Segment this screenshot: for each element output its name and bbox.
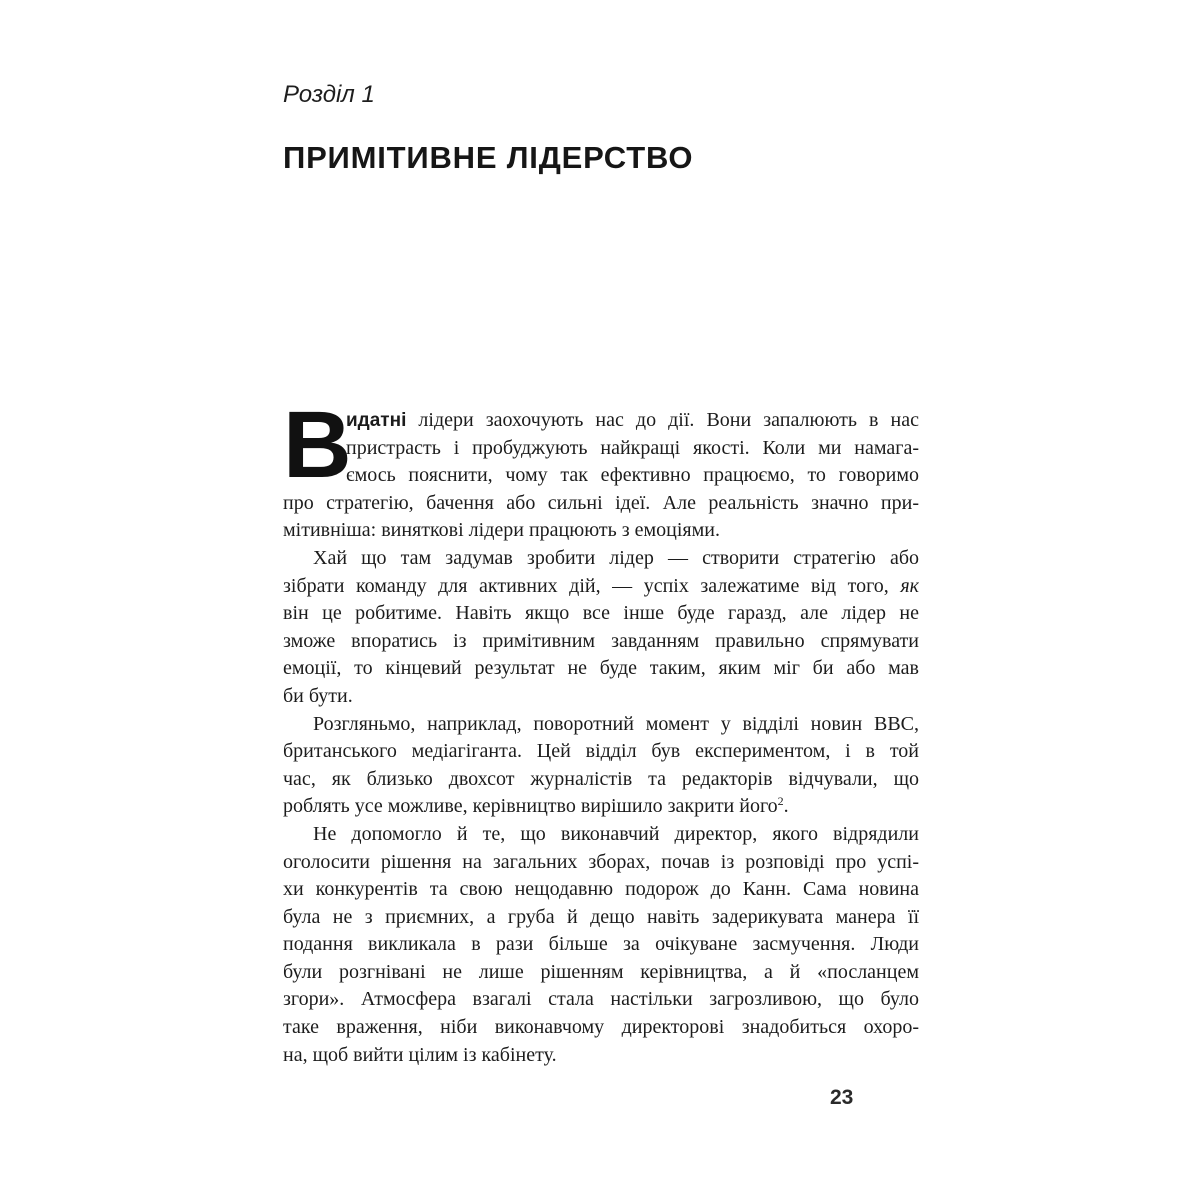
chapter-label: Розділ 1 bbox=[283, 81, 375, 108]
text-line: Хай що там задумав зробити лідер — створити стратегію або bbox=[313, 546, 919, 569]
text-line: Розгляньмо, наприклад, поворотний момент у відділі новин BBC, bbox=[313, 712, 919, 735]
page-title: ПРИМІТИВНЕ ЛІДЕРСТВО bbox=[283, 140, 694, 175]
line-text: зібрати команду для активних дій, — успіх залежатиме від того, bbox=[283, 574, 889, 597]
text-line bbox=[346, 407, 919, 435]
text-line: ємось пояснити, чому так ефективно працюємо, то говоримо bbox=[346, 464, 919, 487]
text-line: пристрасть і пробуджують найкращі якості. Коли ми намага- bbox=[346, 436, 919, 459]
footnote-ref: 2 bbox=[777, 794, 784, 809]
text-line bbox=[283, 793, 919, 821]
line-text: лідери заохочують нас до дії. Вони запалюють в нас bbox=[418, 409, 919, 431]
text-line bbox=[283, 573, 919, 601]
text-line: мітивніша: виняткові лідери працюють з емоціями. bbox=[283, 519, 720, 542]
paragraph-2 bbox=[283, 545, 919, 711]
paragraph-3 bbox=[283, 711, 919, 821]
text-line: зможе впоратись із примітивним завданням правильно спрямувати bbox=[283, 629, 919, 652]
text-line: про стратегію, бачення або сильні ідеї. Але реальність значно при- bbox=[283, 491, 919, 514]
italic-word: як bbox=[900, 574, 919, 597]
paragraph-4 bbox=[283, 821, 919, 1069]
lead-word: идатні bbox=[346, 410, 407, 431]
text-line: час, як близько двохсот журналістів та редакторів відчували, що bbox=[283, 767, 919, 790]
text-line: би бути. bbox=[283, 684, 353, 707]
text-line: емоції, то кінцевий результат не буде таким, яким міг би або мав bbox=[283, 657, 919, 680]
drop-cap: В bbox=[283, 392, 352, 498]
body-text bbox=[283, 392, 919, 1069]
text-line: він це робитиме. Навіть якщо все інше буде гаразд, але лідер не bbox=[283, 602, 919, 625]
text-line: згори». Атмосфера взагалі стала настільки загрозливою, що було bbox=[283, 988, 919, 1011]
text-line: були розгнівані не лише рішенням керівництва, а й «посланцем bbox=[283, 960, 919, 983]
text-line: на, щоб вийти цілим із кабінету. bbox=[283, 1043, 557, 1066]
text-line: була не з приємних, а груба й дещо навіть задерикувата манера її bbox=[283, 905, 919, 928]
paragraph-1 bbox=[283, 392, 919, 545]
text-line: Не допомогло й те, що виконавчий директор, якого відрядили bbox=[313, 822, 919, 845]
line-text: . bbox=[783, 795, 789, 818]
page-number: 23 bbox=[830, 1086, 854, 1109]
text-line: таке враження, ніби виконавчому директорові знадобиться охоро- bbox=[283, 1016, 919, 1039]
text-line: оголосити рішення на загальних зборах, почав із розповіді про успі- bbox=[283, 850, 919, 873]
text-line: подання викликала в рази більше за очікуване засмучення. Люди bbox=[283, 933, 919, 956]
text-line: британського медіагіганта. Цей відділ був експериментом, і в той bbox=[283, 740, 919, 763]
text-line: хи конкурентів та свою нещодавню подорож до Канн. Сама новина bbox=[283, 878, 919, 901]
line-text: роблять усе можливе, керівництво вирішило закрити його bbox=[283, 795, 778, 818]
